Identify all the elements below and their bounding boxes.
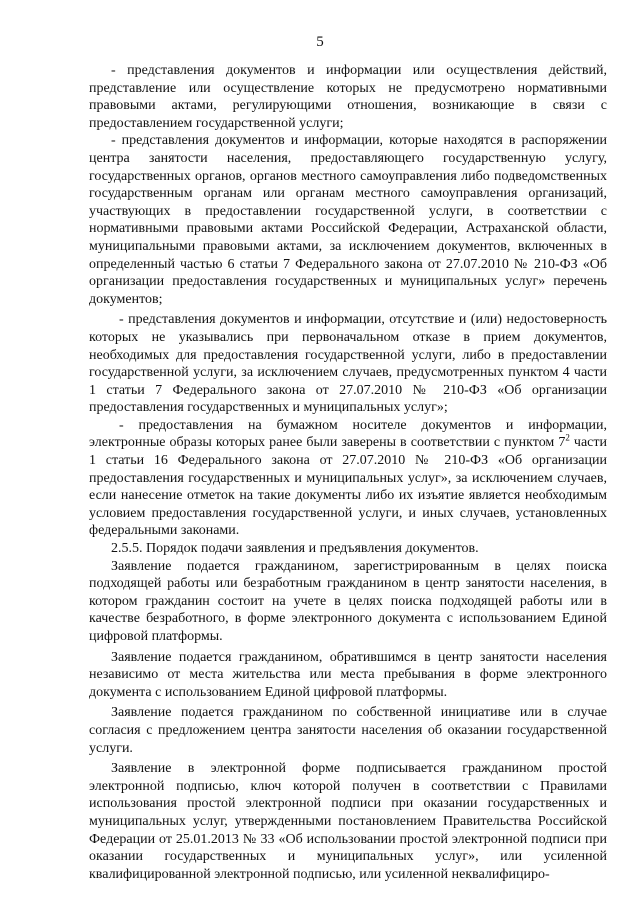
paragraph-item-3: - представления документов и информации, отсутствие и (или) недостоверность которых не указывались при первоначальном отказе в прием документов, необходимых для предоставления государственной услуги, либо в предоставлении государственной услуги, за исключением случаев, предусмотренных пунктом 4 части 1 статьи 7 Федерального закона от 27.07.2010 № 210-ФЗ «Об организации предоставления государственных и муниципальных услуг»; xyxy=(89,312,607,416)
paragraph-item-2: - представления документов и информации, которые находятся в распоряжении центра занятости населения, предоставляющего государственную услугу, государственных органов, органов местного самоуправления либо подведомственных государственным органам или органам местного самоуправления организаций, участвующих в предоставлении государственной услуги, в соответствии с нормативными правовыми актами Российской Федерации, Астраханской области, муниципальными правовыми актами, за исключением документов, включенных в определенный частью 6 статьи 7 Федерального закона от 27.07.2010 № 210-ФЗ «Об организации предоставления государственных и муниципальных услуг» перечень документов; xyxy=(89,133,607,307)
paragraph-item-4-text-end: части 1 статьи 16 Федерального закона от 27.07.2010 № 210-ФЗ «Об организации предоставления государственных и муниципальных услуг», за исключением случаев, если нанесение отметок на такие документы либо их изъятие является необходимым условием предоставления государственной услуги, и иных случаев, установленных федеральными законами. xyxy=(89,435,607,539)
paragraph-item-4 xyxy=(89,417,607,540)
paragraph-application-submission-2: Заявление подается гражданином, обратившимся в центр занятости населения независимо от места жительства или места пребывания в форме электронного документа с использованием Единой цифровой платформы. xyxy=(89,649,607,700)
paragraph-electronic-signature: Заявление в электронной форме подписывается гражданином простой электронной подписью, ключ которой получен в соответствии с Правилами использования простой электронной подписи при оказании государственных и муниципальных услуг, утвержденными постановлением Правительства Российской Федерации от 25.01.2013 № 33 «Об использовании простой электронной подписи при оказании государственных и муниципальных услуг», или усиленной квалифицированной электронной подписью, или усиленной неквалифициро- xyxy=(89,761,607,882)
paragraph-item-1: - представления документов и информации или осуществления действий, представление или осуществление которых не предусмотрено нормативными правовыми актами, регулирующими отношения, возникающие в связи с предоставлением государственной услуги; xyxy=(89,63,607,131)
paragraph-application-submission-1: Заявление подается гражданином, зарегистрированным в целях поиска подходящей работы или безработным гражданином в центр занятости населения, в котором гражданин состоит на учете в целях поиска подходящей работы или в качестве безработного, в форме электронного документа с использованием Единой цифровой платформы. xyxy=(89,558,607,644)
paragraph-application-submission-3: Заявление подается гражданином по собственной инициативе или в случае согласия с предложением центра занятости населения об оказании государственной услуги. xyxy=(89,705,607,756)
paragraph-item-4-text-start: - предоставления на бумажном носителе документов и информации, электронные образы которых ранее были заверены в соответствии с пунктом 7 xyxy=(89,417,607,451)
superscript-marker: 2 xyxy=(565,432,570,443)
document-body xyxy=(89,62,607,883)
page-number: 5 xyxy=(316,34,324,50)
section-heading-2-5-5: 2.5.5. Порядок подачи заявления и предъявления документов. xyxy=(111,541,479,557)
